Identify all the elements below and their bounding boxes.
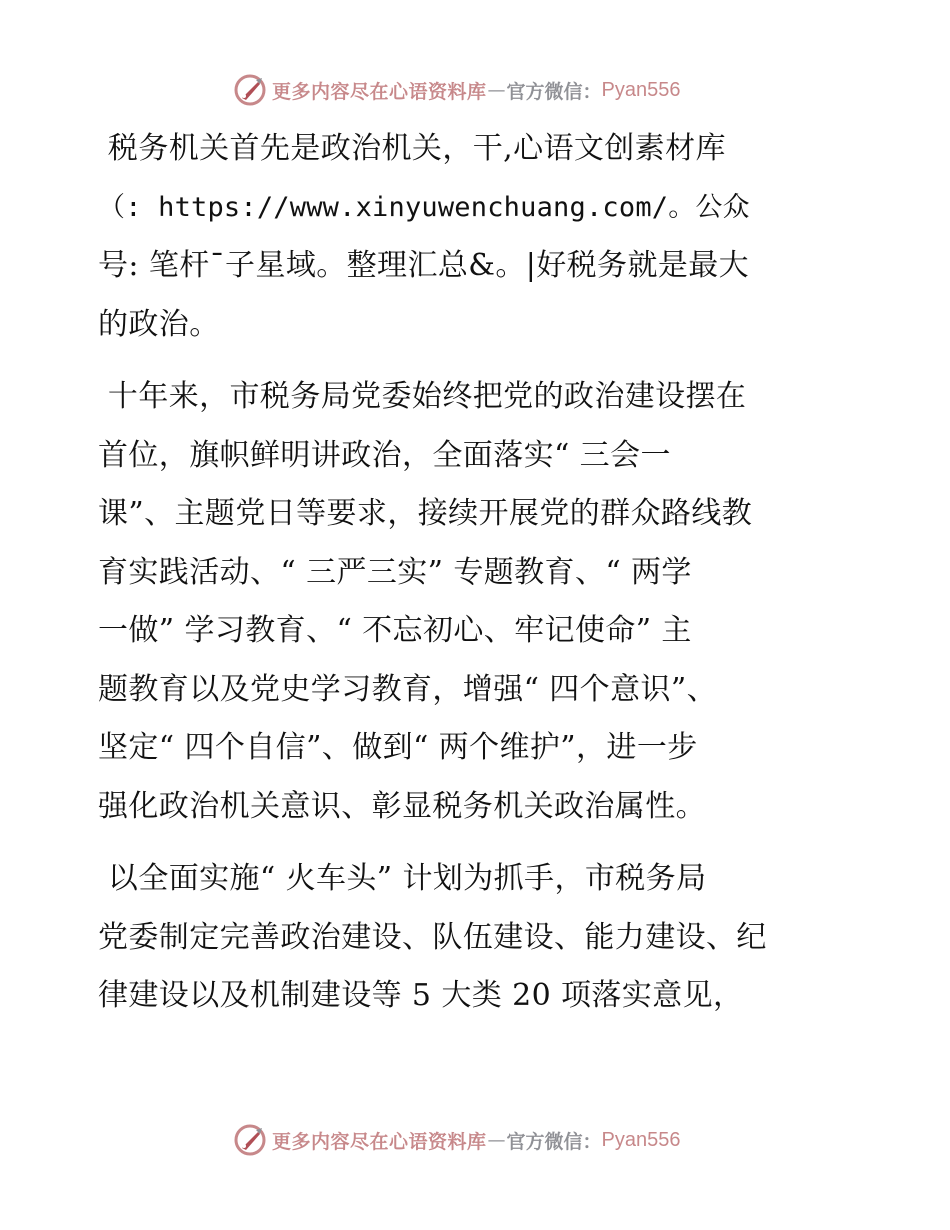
banner-official-label: 官方微信：: [506, 1130, 602, 1153]
banner-brand-text: 更多内容尽在心语资料库: [272, 1130, 487, 1153]
paragraph-1: [98, 120, 858, 354]
quill-pen-logo-icon: [232, 1122, 268, 1158]
text-line: 以全面实施“ 火车头” 计划为抓手，市税务局: [98, 861, 707, 896]
paragraph-2: [98, 368, 858, 836]
footer-banner: [232, 1120, 681, 1160]
text-line: 号: 笔杆¯子星域。整理汇总&。|好税务就是最大: [98, 248, 750, 283]
text-line: 税务机关首先是政治机关，干,心语文创素材库: [98, 131, 726, 166]
banner-wechat-id: Pyan556: [601, 78, 681, 101]
text-line-url: （: https://www.xinyuwenchuang.com/。公众: [98, 191, 750, 223]
text-line: 党委制定完善政治建设、队伍建设、能力建设、纪: [98, 919, 767, 955]
text-line: 题教育以及党史学习教育，增强“ 四个意识”、: [98, 671, 718, 707]
text-line: 的政治。: [98, 306, 220, 342]
banner-wechat-id: Pyan556: [601, 1128, 681, 1151]
text-line: 律建设以及机制建设等 5 大类 20 项落实意见，: [98, 978, 744, 1013]
header-banner: [232, 70, 681, 110]
banner-dash: —: [487, 79, 506, 101]
text-line: 强化政治机关意识、彰显税务机关政治属性。: [98, 788, 706, 824]
text-line: 坚定“ 四个自信”、做到“ 两个维护”，进一步: [98, 730, 698, 765]
banner-dash: —: [487, 1129, 506, 1151]
paragraph-3: [98, 850, 858, 1026]
text-line: 十年来，市税务局党委始终把党的政治建设摆在: [98, 379, 747, 414]
text-line: 育实践活动、“ 三严三实” 专题教育、“ 两学: [98, 554, 692, 590]
text-line: 首位，旗帜鲜明讲政治，全面落实“ 三会一: [98, 437, 671, 473]
banner-official-label: 官方微信：: [506, 80, 602, 103]
banner-brand-text: 更多内容尽在心语资料库: [272, 80, 487, 103]
text-line: 一做” 学习教育、“ 不忘初心、牢记使命” 主: [98, 613, 692, 648]
quill-pen-logo-icon: [232, 72, 268, 108]
text-line: 课”、主题党日等要求，接续开展党的群众路线教: [98, 496, 753, 531]
document-body: [98, 120, 858, 1040]
